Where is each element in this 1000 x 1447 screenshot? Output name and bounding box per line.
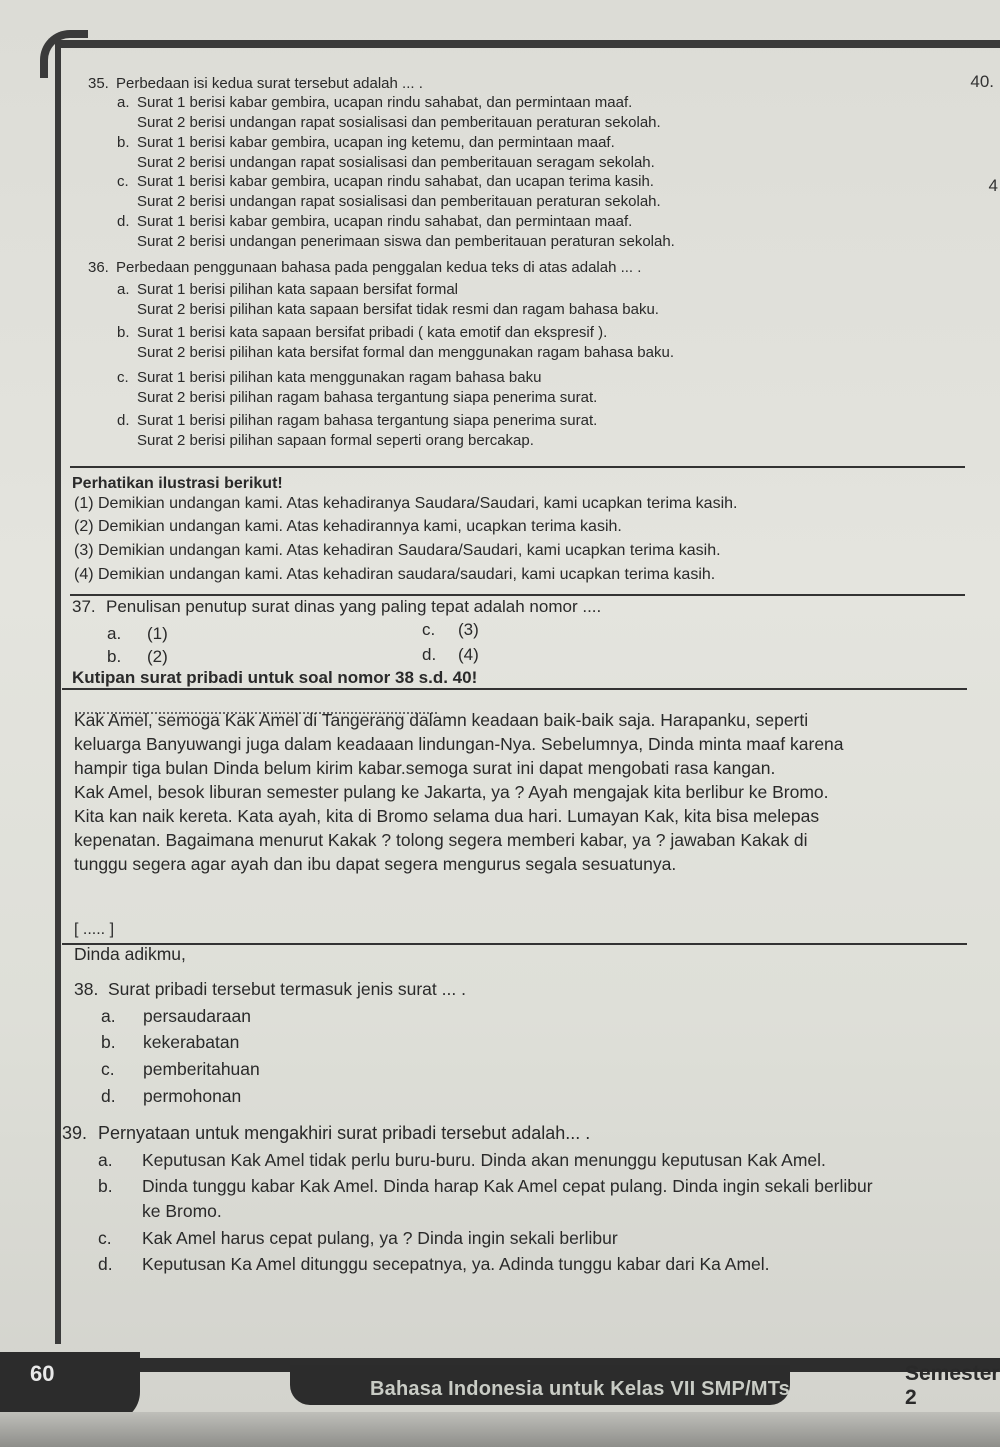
question-35 <box>88 74 423 93</box>
question-38 <box>74 979 466 1000</box>
option-letter: a. <box>101 1006 116 1026</box>
question-number: 36. <box>88 259 109 276</box>
illustration-line-4: (4) Demikian undangan kami. Atas kehadiran saudara/saudari, kami ucapkan terima kasih. <box>74 566 716 583</box>
option-line2: Surat 2 berisi undangan penerimaan siswa dan pemberitauan peraturan sekolah. <box>137 232 675 250</box>
option-text: Dinda tunggu kabar Kak Amel. Dinda harap Kak Amel cepat pulang. Dinda ingin sekali berlibur <box>142 1176 873 1196</box>
q39-option-d[interactable] <box>98 1254 770 1275</box>
book-title: Bahasa Indonesia untuk Kelas VII SMP/MTs <box>370 1378 790 1400</box>
option-line1: Surat 1 berisi pilihan kata sapaan bersifat formal <box>137 281 459 298</box>
letter-line-5: Kita kan naik kereta. Kata ayah, kita di Bromo selama dua hari. Lumayan Kak, kita bisa melepas <box>74 806 820 826</box>
q38-option-d[interactable] <box>101 1086 241 1107</box>
option-letter: b. <box>117 324 130 341</box>
question-37 <box>72 597 601 617</box>
option-letter: d. <box>101 1086 116 1106</box>
q37-option-a[interactable] <box>107 624 168 644</box>
option-text: (3) <box>458 620 479 639</box>
option-text: (2) <box>147 647 168 666</box>
option-letter: d. <box>117 412 130 429</box>
option-line2: Surat 2 berisi undangan rapat sosialisasi dan pemberitauan seragam sekolah. <box>137 153 655 171</box>
option-line2: Surat 2 berisi pilihan sapaan formal seperti orang bercakap. <box>137 431 534 449</box>
illustration-title: Perhatikan ilustrasi berikut! <box>72 475 283 492</box>
frame-corner <box>40 30 88 78</box>
option-line1: Surat 1 berisi kabar gembira, ucapan rindu sahabat, dan permintaan maaf. <box>137 94 633 111</box>
option-text: persaudaraan <box>143 1006 251 1026</box>
letter-line-1: Kak Amel, semoga Kak Amel di Tangerang dalamn keadaan baik-baik saja. Harapanku, seperti <box>74 710 809 730</box>
q36-option-d[interactable] <box>117 411 597 450</box>
question-text: Perbedaan penggunaan bahasa pada penggalan kedua teks di atas adalah ... . <box>116 259 642 276</box>
letter-line-6: kepenatan. Bagaimana menurut Kakak ? tolong segera memberi kabar, ya ? jawaban Kakak di <box>74 830 808 850</box>
question-number: 39. <box>62 1123 88 1143</box>
letter-line-4: Kak Amel, besok liburan semester pulang ke Jakarta, ya ? Ayah mengajak kita berlibur ke Bromo. <box>74 782 829 802</box>
illustration-line-2: (2) Demikian undangan kami. Atas kehadirannya kami, ucapkan terima kasih. <box>74 518 622 535</box>
q35-option-a[interactable] <box>117 93 661 132</box>
option-text: Keputusan Kak Amel tidak perlu buru-buru. Dinda akan menunggu keputusan Kak Amel. <box>142 1150 826 1170</box>
option-text: (4) <box>458 645 479 664</box>
option-line1: Surat 1 berisi pilihan ragam bahasa tergantung siapa penerima surat. <box>137 412 598 429</box>
option-letter: d. <box>98 1254 113 1274</box>
option-text: (1) <box>147 624 168 643</box>
q39-option-b[interactable] <box>98 1176 873 1197</box>
option-line2: Surat 2 berisi pilihan kata sapaan bersifat tidak resmi dan ragam bahasa baku. <box>137 300 659 318</box>
letter-excerpt-title: Kutipan surat pribadi untuk soal nomor 38 s.d. 40! <box>72 668 478 687</box>
q37-option-d[interactable] <box>422 645 479 665</box>
option-text: permohonan <box>143 1086 242 1106</box>
question-number: 37. <box>72 597 96 616</box>
option-letter: c. <box>117 173 129 190</box>
option-line2: Surat 2 berisi pilihan kata bersifat formal dan menggunakan ragam bahasa baku. <box>137 343 674 361</box>
option-line2: Surat 2 berisi undangan rapat sosialisasi dan pemberitauan peraturan sekolah. <box>137 192 661 210</box>
q39-option-a[interactable] <box>98 1150 826 1171</box>
frame-left-border <box>55 44 61 1344</box>
illustration-line-3: (3) Demikian undangan kami. Atas kehadiran Saudara/Saudari, kami ucapkan terima kasih. <box>74 542 721 559</box>
q38-option-c[interactable] <box>101 1059 260 1080</box>
option-line1: Surat 1 berisi kata sapaan bersifat pribadi ( kata emotif dan ekspresif ). <box>137 324 608 341</box>
option-letter: d. <box>422 645 437 664</box>
illustration-line-1: (1) Demikian undangan kami. Atas kehadiranya Saudara/Saudari, kami ucapkan terima kasih. <box>74 495 738 512</box>
q36-option-a[interactable] <box>117 280 659 319</box>
option-line2: Surat 2 berisi pilihan ragam bahasa tergantung siapa penerima surat. <box>137 388 598 406</box>
option-line1: Surat 1 berisi kabar gembira, ucapan ing ketemu, dan permintaan maaf. <box>137 134 615 151</box>
q37-option-c[interactable] <box>422 620 479 640</box>
q37-option-b[interactable] <box>107 647 168 667</box>
option-text: Kak Amel harus cepat pulang, ya ? Dinda ingin sekali berlibur <box>142 1228 618 1248</box>
q38-option-b[interactable] <box>101 1032 239 1053</box>
option-letter: b. <box>107 647 122 666</box>
letter-line-7: tunggu segera agar ayah dan ibu dapat segera mengurus segala sesuatunya. <box>74 854 677 874</box>
option-line2: Surat 2 berisi undangan rapat sosialisasi dan pemberitauan peraturan sekolah. <box>137 113 661 131</box>
q39-option-b-continued: ke Bromo. <box>142 1201 222 1221</box>
option-letter: d. <box>117 213 130 230</box>
semester-label: Semester 2 <box>905 1362 1000 1409</box>
option-text: Keputusan Ka Amel ditunggu secepatnya, ya. Adinda tunggu kabar dari Ka Amel. <box>142 1254 770 1274</box>
option-letter: b. <box>98 1176 113 1196</box>
letter-signature: Dinda adikmu, <box>74 944 186 964</box>
question-36 <box>88 258 641 277</box>
question-number: 35. <box>88 75 109 92</box>
option-letter: c. <box>101 1059 115 1079</box>
question-text: Penulisan penutup surat dinas yang paling tepat adalah nomor .... <box>106 597 602 616</box>
q39-option-c[interactable] <box>98 1228 618 1249</box>
option-line1: Surat 1 berisi kabar gembira, ucapan rindu sahabat, dan permintaan maaf. <box>137 213 633 230</box>
q35-option-c[interactable] <box>117 172 661 211</box>
side-number-40: 40. <box>970 72 994 91</box>
option-text: pemberitahuan <box>143 1059 260 1079</box>
option-letter: a. <box>107 624 122 643</box>
option-letter: c. <box>98 1228 112 1248</box>
question-number: 38. <box>74 979 99 999</box>
option-line1: Surat 1 berisi kabar gembira, ucapan rindu sahabat, dan ucapan terima kasih. <box>137 173 654 190</box>
option-letter: a. <box>98 1150 113 1170</box>
bottom-shadow <box>0 1412 1000 1447</box>
option-letter: c. <box>422 620 436 639</box>
question-39 <box>62 1123 590 1144</box>
letter-placeholder: [ ..... ] <box>74 921 115 938</box>
q35-option-d[interactable] <box>117 212 675 251</box>
letter-line-2: keluarga Banyuwangi juga dalam keadaaan lindungan-Nya. Sebelumnya, Dinda minta maaf karena <box>74 734 844 754</box>
question-text: Perbedaan isi kedua surat tersebut adalah ... . <box>116 75 423 92</box>
option-letter: a. <box>117 281 130 298</box>
question-text: Surat pribadi tersebut termasuk jenis surat ... . <box>108 979 466 999</box>
option-letter: c. <box>117 369 129 386</box>
frame-top-border <box>55 40 1000 48</box>
q35-option-b[interactable] <box>117 133 655 172</box>
option-line1: Surat 1 berisi pilihan kata menggunakan ragam bahasa baku <box>137 369 542 386</box>
question-text: Pernyataan untuk mengakhiri surat pribadi tersebut adalah... . <box>98 1123 591 1143</box>
q38-option-a[interactable] <box>101 1006 251 1027</box>
option-letter: b. <box>117 134 130 151</box>
page-number: 60 <box>30 1361 55 1386</box>
option-letter: a. <box>117 94 130 111</box>
letter-line-3: hampir tiga bulan Dinda belum kirim kabar.semoga surat ini dapat mengobati rasa kangan. <box>74 758 776 778</box>
q36-option-c[interactable] <box>117 368 597 407</box>
side-number-4: 4 <box>988 176 998 195</box>
option-letter: b. <box>101 1032 116 1052</box>
q36-option-b[interactable] <box>117 323 674 362</box>
option-text: kekerabatan <box>143 1032 240 1052</box>
